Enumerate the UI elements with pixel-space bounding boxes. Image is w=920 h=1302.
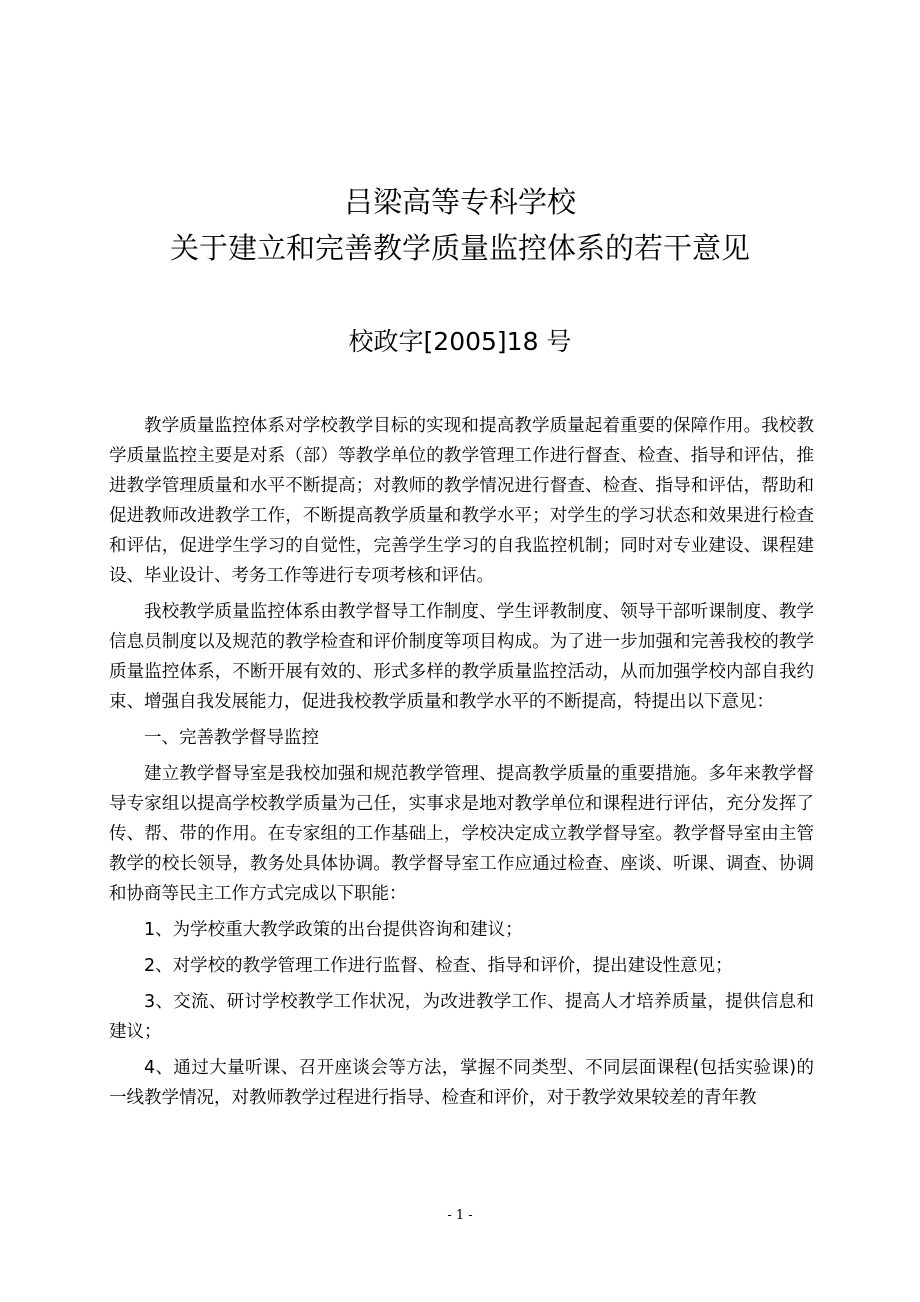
document-reference-number: 校政字[2005]18 号 (348, 327, 572, 356)
list-item-1: 1、为学校重大教学政策的出台提供咨询和建议； (144, 920, 523, 940)
section-heading-supervision: 一、完善教学督导监控 (144, 728, 319, 748)
paragraph-supervision-office: 建立教学督导室是我校加强和规范教学管理、提高教学质量的重要措施。多年来教学督导专家组以提高学校教学质量为己任，实事求是地对教学单位和课程进行评估，充分发挥了传、帮、带的作用。在专家组的工作基础上，学校决定成立教学督导室。教学督导室由主管教学的校长领导，教务处具体协调。教学督导室工作应通过检查、座谈、听课、调查、协调和协商等民主工作方式完成以下职能： (109, 764, 814, 904)
page-number: - 1 - (447, 1208, 473, 1223)
paragraph-intro: 教学质量监控体系对学校教学目标的实现和提高教学质量起着重要的保障作用。我校教学质量监控主要是对系（部）等教学单位的教学管理工作进行督查、检查、指导和评估，推进教学管理质量和水平不断提高；对教师的教学情况进行督查、检查、指导和评估，帮助和促进教师改进教学工作，不断提高教学质量和教学水平；对学生的学习状态和效果进行检查和评估，促进学生学习的自觉性，完善学生学习的自我监控机制；同时对专业建设、课程建设、毕业设计、考务工作等进行专项考核和评估。 (109, 416, 814, 586)
document-title-school: 吕梁高等专科学校 (343, 185, 576, 219)
document-body (109, 411, 814, 1119)
list-item-4: 4、通过大量听课、召开座谈会等方法，掌握不同类型、不同层面课程(包括实验课)的一线教学情况，对教师教学过程进行指导、检查和评价，对于教学效果较差的青年教 (109, 1058, 814, 1108)
list-item-3: 3、交流、研讨学校教学工作状况，为改进教学工作、提高人才培养质量，提供信息和建议； (109, 992, 814, 1042)
paragraph-system-composition: 我校教学质量监控体系由教学督导工作制度、学生评教制度、领导干部听课制度、教学信息员制度以及规范的教学检查和评价制度等项目构成。为了进一步加强和完善我校的教学质量监控体系，不断开展有效的、形式多样的教学质量监控活动，从而加强学校内部自我约束、增强自我发展能力，促进我校教学质量和教学水平的不断提高，特提出以下意见： (109, 602, 814, 712)
list-item-2: 2、对学校的教学管理工作进行监督、检查、指导和评价，提出建设性意见； (144, 956, 733, 976)
document-title-subject: 关于建立和完善教学质量监控体系的若干意见 (169, 231, 750, 265)
